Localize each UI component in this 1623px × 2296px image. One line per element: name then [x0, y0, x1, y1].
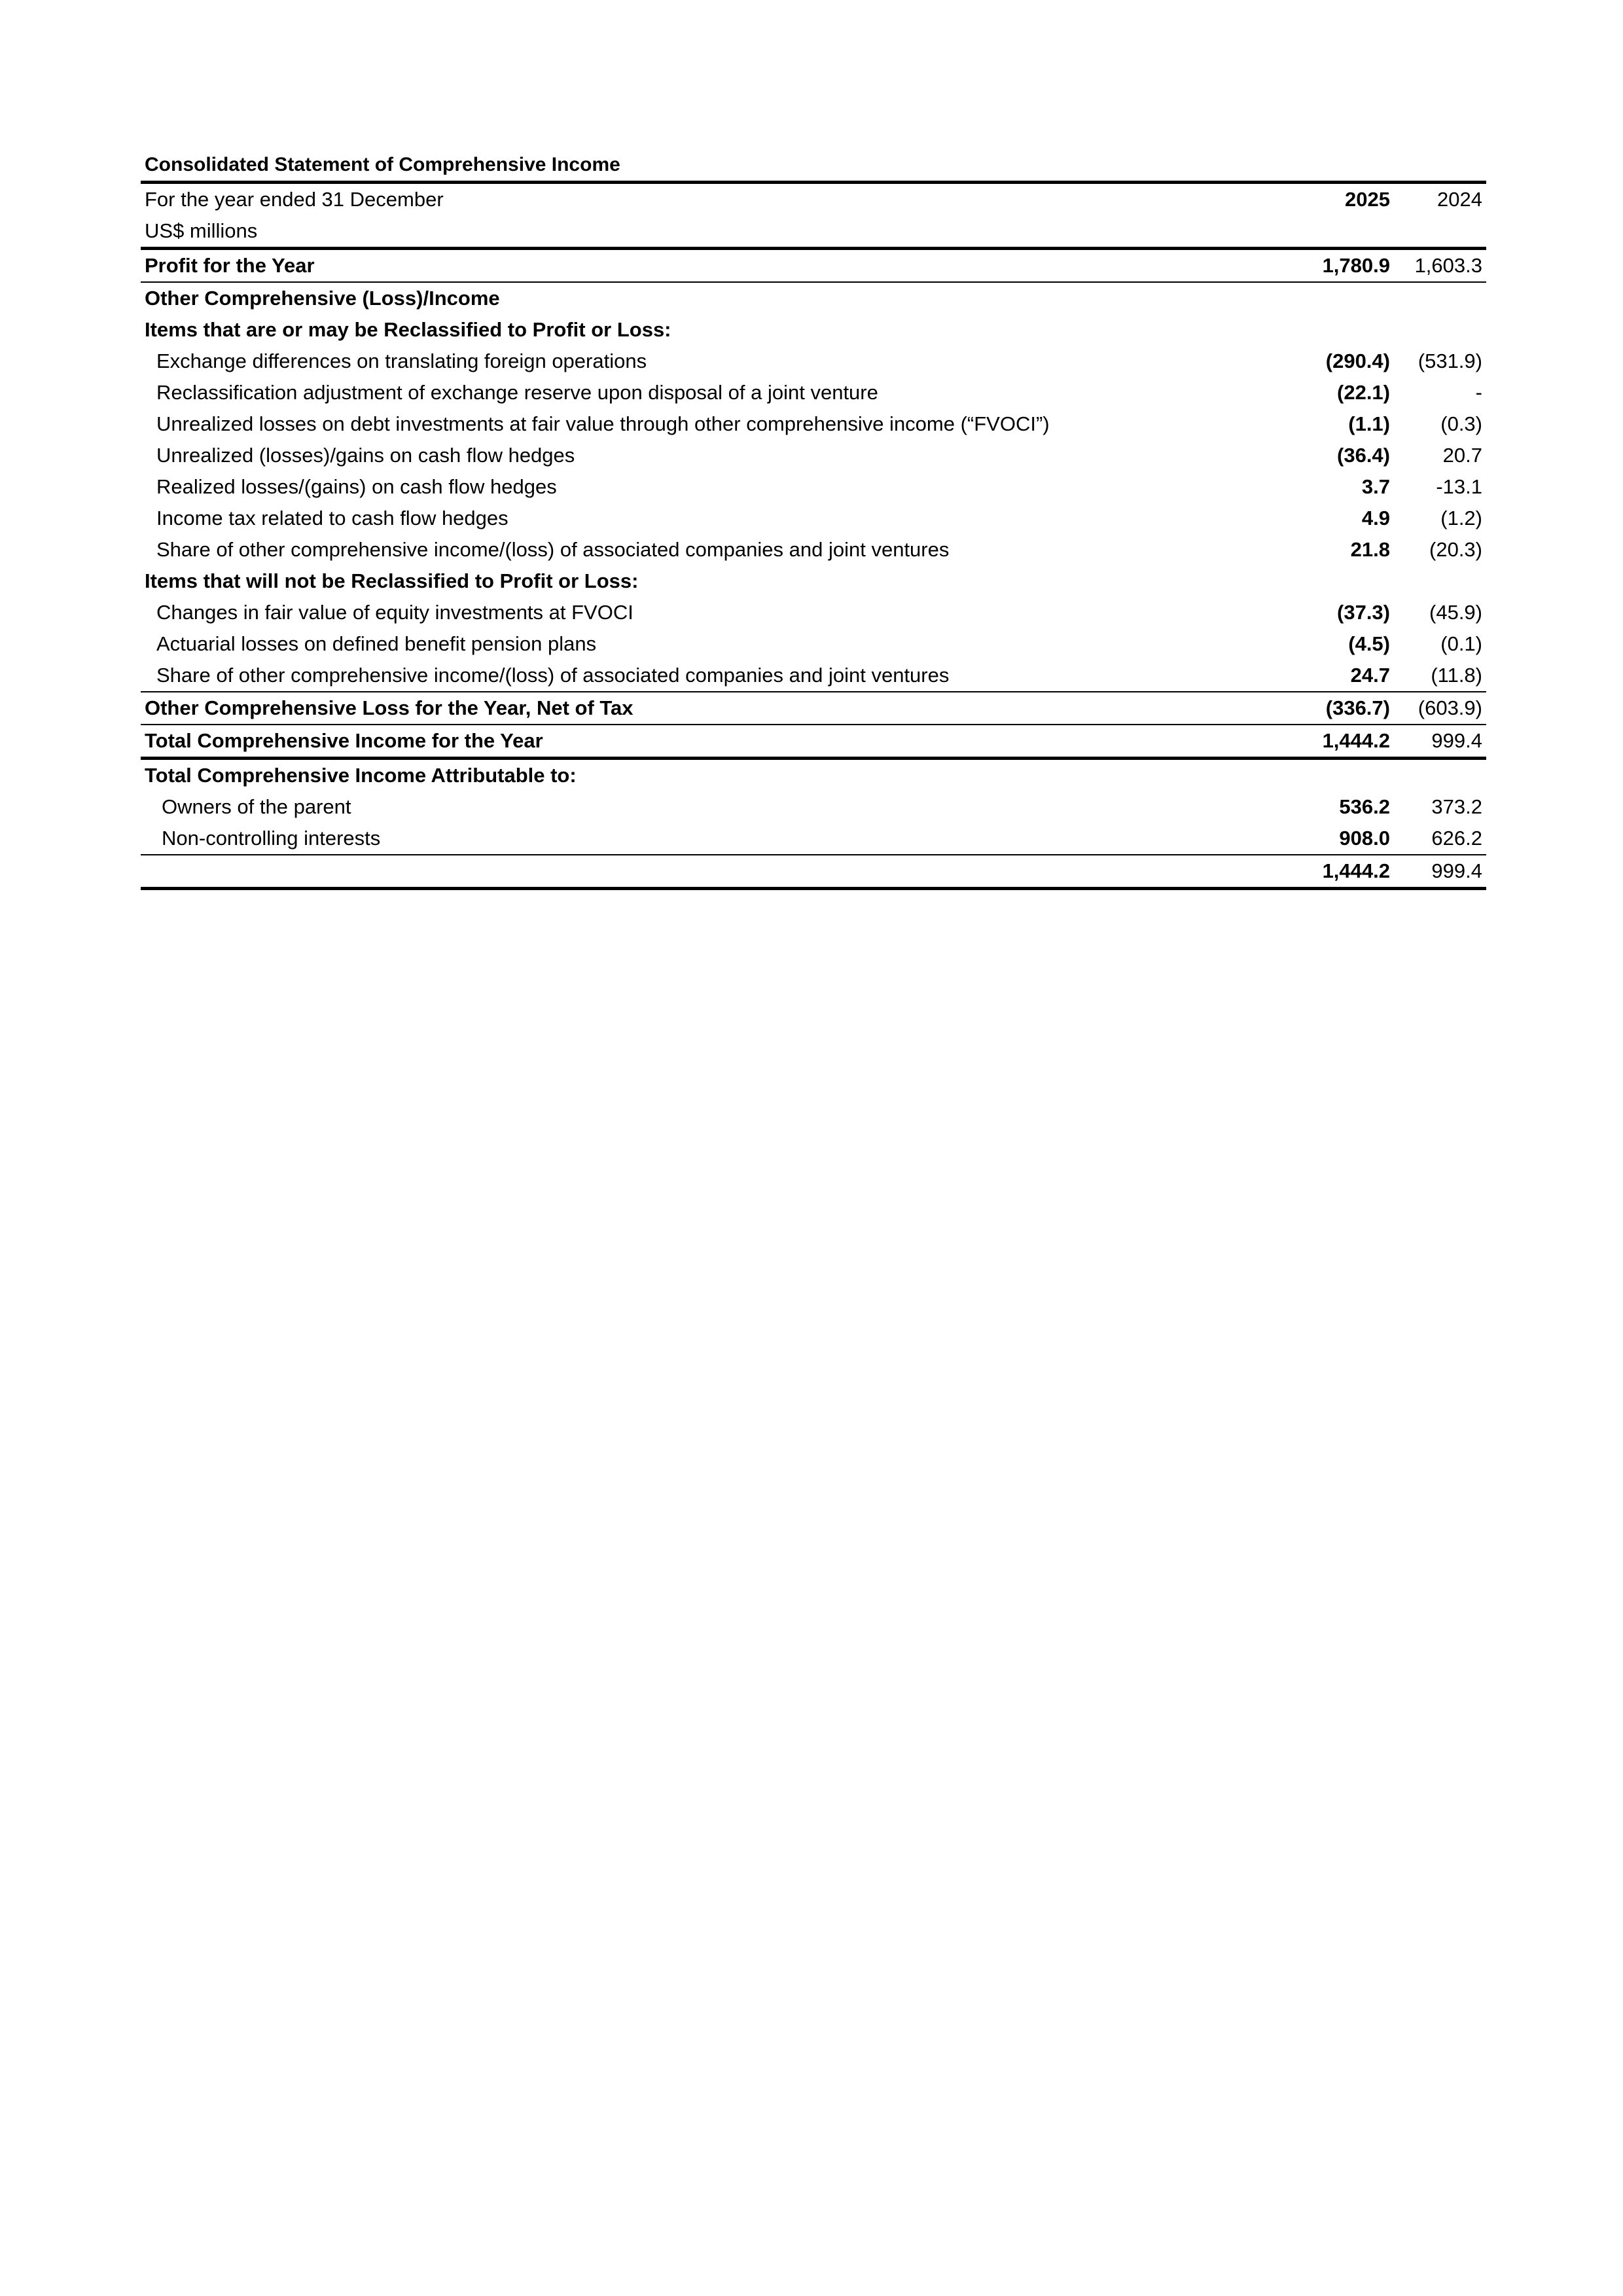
row-tci-total [141, 725, 1486, 759]
comprehensive-income-table [141, 181, 1486, 890]
value-2024: (603.9) [1398, 692, 1486, 725]
row-label: Realized losses/(gains) on cash flow hedges [156, 475, 557, 498]
row-cfh-realized [141, 471, 1486, 503]
value-2025: (290.4) [1325, 350, 1390, 372]
value-2024: 1,603.3 [1398, 249, 1486, 283]
row-assoc-oci-noreclass [141, 660, 1486, 692]
value-2025: 21.8 [1350, 538, 1390, 561]
value-2024: (20.3) [1429, 538, 1482, 561]
row-reclass-header [141, 314, 1486, 346]
value-2025: (4.5) [1348, 632, 1390, 655]
row-label: Exchange differences on translating foreign operations [156, 350, 647, 372]
year-prior-header: 2024 [1398, 183, 1486, 216]
section-heading: Items that are or may be Reclassified to Profit or Loss: [145, 318, 671, 341]
section-heading: Other Comprehensive (Loss)/Income [145, 287, 500, 310]
row-nci [141, 823, 1486, 855]
value-2025: (22.1) [1337, 381, 1390, 404]
value-2024: 999.4 [1398, 725, 1486, 759]
value-2025: 1,444.2 [1290, 725, 1398, 759]
row-noreclass-header [141, 565, 1486, 597]
row-label: Non-controlling interests [141, 823, 1290, 855]
value-2024: (11.8) [1431, 664, 1482, 687]
value-2025: 24.7 [1350, 664, 1390, 687]
row-cfh-tax [141, 503, 1486, 534]
value-2024: - [1475, 381, 1482, 404]
row-equity-fvoci [141, 597, 1486, 628]
row-label: Reclassification adjustment of exchange reserve upon disposal of a joint venture [156, 381, 878, 404]
value-2024: 999.4 [1398, 855, 1486, 889]
value-2025: 3.7 [1361, 475, 1390, 498]
period-label: For the year ended 31 December [141, 183, 1290, 216]
value-2025: (37.3) [1337, 601, 1390, 624]
value-2024: (0.3) [1440, 412, 1482, 435]
row-fx-differences [141, 346, 1486, 377]
row-label: Income tax related to cash flow hedges [156, 507, 508, 529]
value-2024: 373.2 [1431, 795, 1482, 818]
value-2025: 4.9 [1361, 507, 1390, 529]
row-attrib-total [141, 855, 1486, 889]
row-label: Other Comprehensive Loss for the Year, Net of Tax [141, 692, 1290, 725]
value-2025: (36.4) [1337, 444, 1390, 467]
value-2024: (0.1) [1440, 632, 1482, 655]
row-actuarial [141, 628, 1486, 660]
row-label: Owners of the parent [162, 795, 351, 818]
row-reclass-adjustment [141, 377, 1486, 408]
row-label: Actuarial losses on defined benefit pension plans [156, 632, 597, 655]
row-label: Unrealized (losses)/gains on cash flow hedges [156, 444, 575, 467]
value-2024: (1.2) [1440, 507, 1482, 529]
value-2025: (336.7) [1290, 692, 1398, 725]
row-assoc-oci-reclass [141, 534, 1486, 565]
value-2025: (1.1) [1348, 412, 1390, 435]
units-label: US$ millions [145, 219, 258, 242]
row-debt-fvoci [141, 408, 1486, 440]
section-heading: Items that will not be Reclassified to Profit or Loss: [145, 569, 639, 592]
value-2024: -13.1 [1436, 475, 1482, 498]
year-current-header: 2025 [1290, 183, 1398, 216]
value-2024: (45.9) [1429, 601, 1482, 624]
row-label: Changes in fair value of equity investments at FVOCI [156, 601, 633, 624]
row-label: Profit for the Year [141, 249, 1290, 283]
row-label: Unrealized losses on debt investments at fair value through other comprehensive income (“FVOCI”) [156, 412, 1050, 435]
row-label: Share of other comprehensive income/(loss) of associated companies and joint ventures [156, 538, 950, 561]
row-label: Share of other comprehensive income/(loss) of associated companies and joint ventures [156, 664, 950, 687]
row-profit [141, 249, 1486, 283]
value-2025: 1,780.9 [1290, 249, 1398, 283]
value-2024: 626.2 [1398, 823, 1486, 855]
row-oci-header [141, 282, 1486, 314]
row-attrib-header [141, 759, 1486, 792]
row-cfh-unrealized [141, 440, 1486, 471]
row-label: Total Comprehensive Income for the Year [141, 725, 1290, 759]
row-oci-total [141, 692, 1486, 725]
value-2025: 1,444.2 [1290, 855, 1398, 889]
value-2024: (531.9) [1418, 350, 1482, 372]
value-2025: 908.0 [1290, 823, 1398, 855]
value-2024: 20.7 [1442, 444, 1482, 467]
header-row-units [141, 215, 1486, 249]
row-owners [141, 791, 1486, 823]
section-heading: Total Comprehensive Income Attributable to: [145, 764, 577, 787]
statement-page [141, 149, 1486, 890]
statement-title: Consolidated Statement of Comprehensive Income [145, 154, 620, 175]
header-row-period [141, 183, 1486, 216]
value-2025: 536.2 [1339, 795, 1390, 818]
